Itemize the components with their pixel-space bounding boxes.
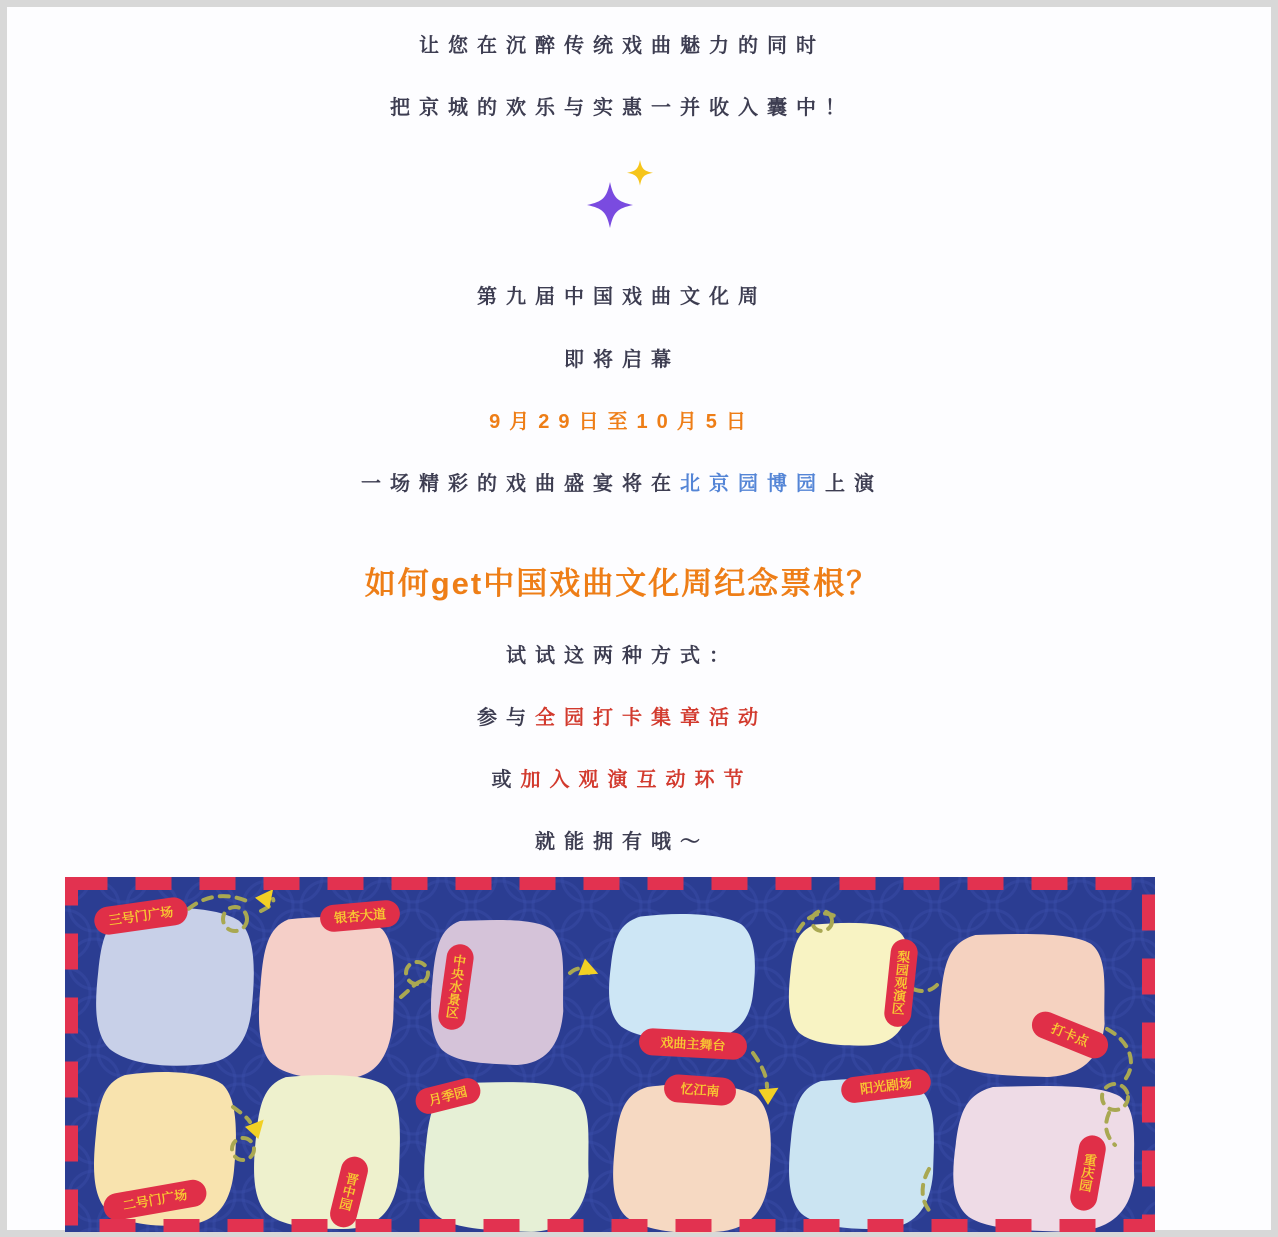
method-2-prefix: 或 bbox=[491, 769, 521, 791]
map-spot bbox=[609, 914, 755, 1040]
svg-text:银杏大道: 银杏大道 bbox=[333, 906, 387, 926]
venue-link[interactable]: 北京园博园 bbox=[680, 473, 825, 495]
method-2-highlight: 加入观演互动环节 bbox=[520, 769, 753, 791]
method-2 bbox=[62, 763, 1182, 792]
map-spot bbox=[953, 1086, 1134, 1232]
article-content bbox=[62, 7, 1182, 1232]
svg-text:重庆园: 重庆园 bbox=[1078, 1151, 1098, 1195]
svg-text:戏曲主舞台: 戏曲主舞台 bbox=[660, 1034, 726, 1054]
svg-text:晋中园: 晋中园 bbox=[337, 1170, 361, 1214]
punch-card-map-image bbox=[65, 877, 1155, 1232]
map-spot bbox=[939, 934, 1104, 1077]
method-1 bbox=[62, 701, 1182, 730]
venue-suffix: 上演 bbox=[825, 473, 883, 495]
svg-text:忆江南: 忆江南 bbox=[680, 1081, 720, 1099]
svg-text:二号门广场: 二号门广场 bbox=[121, 1186, 189, 1214]
closing-line: 就能拥有哦～ bbox=[535, 831, 709, 853]
howto-heading: 如何get中国戏曲文化周纪念票根？ bbox=[364, 566, 880, 601]
map-spot bbox=[613, 1084, 771, 1233]
howto-subtitle: 试试这两种方式： bbox=[506, 645, 738, 667]
svg-text:三号门广场: 三号门广场 bbox=[107, 904, 175, 928]
map-spot bbox=[254, 1075, 400, 1229]
sparkle-icon bbox=[567, 156, 677, 240]
svg-text:梨园观演区: 梨园观演区 bbox=[891, 949, 911, 1017]
svg-text:月季园: 月季园 bbox=[427, 1084, 469, 1108]
map-spot-label bbox=[663, 1074, 737, 1107]
map-spot bbox=[259, 917, 394, 1079]
sparkle-divider bbox=[62, 156, 1182, 240]
svg-text:打卡点: 打卡点 bbox=[1049, 1020, 1091, 1050]
method-1-prefix: 参与 bbox=[477, 707, 535, 729]
announcement-title: 第九届中国戏曲文化周 bbox=[477, 286, 767, 308]
article-page bbox=[7, 7, 1271, 1230]
method-1-highlight: 全园打卡集章活动 bbox=[535, 707, 767, 729]
event-dates: 9月29日至10月5日 bbox=[489, 411, 755, 433]
intro-line-1: 让您在沉醉传统戏曲魅力的同时 bbox=[419, 35, 825, 57]
punch-card-map bbox=[65, 877, 1155, 1232]
map-spot-label bbox=[638, 1028, 747, 1061]
venue-prefix: 一场精彩的戏曲盛宴将在 bbox=[361, 473, 680, 495]
venue-line bbox=[62, 467, 1182, 496]
svg-text:中央水景区: 中央水景区 bbox=[444, 952, 468, 1022]
intro-line-2: 把京城的欢乐与实惠一并收入囊中！ bbox=[390, 97, 854, 119]
announcement-subtitle: 即将启幕 bbox=[564, 349, 680, 371]
svg-text:阳光剧场: 阳光剧场 bbox=[859, 1075, 913, 1097]
